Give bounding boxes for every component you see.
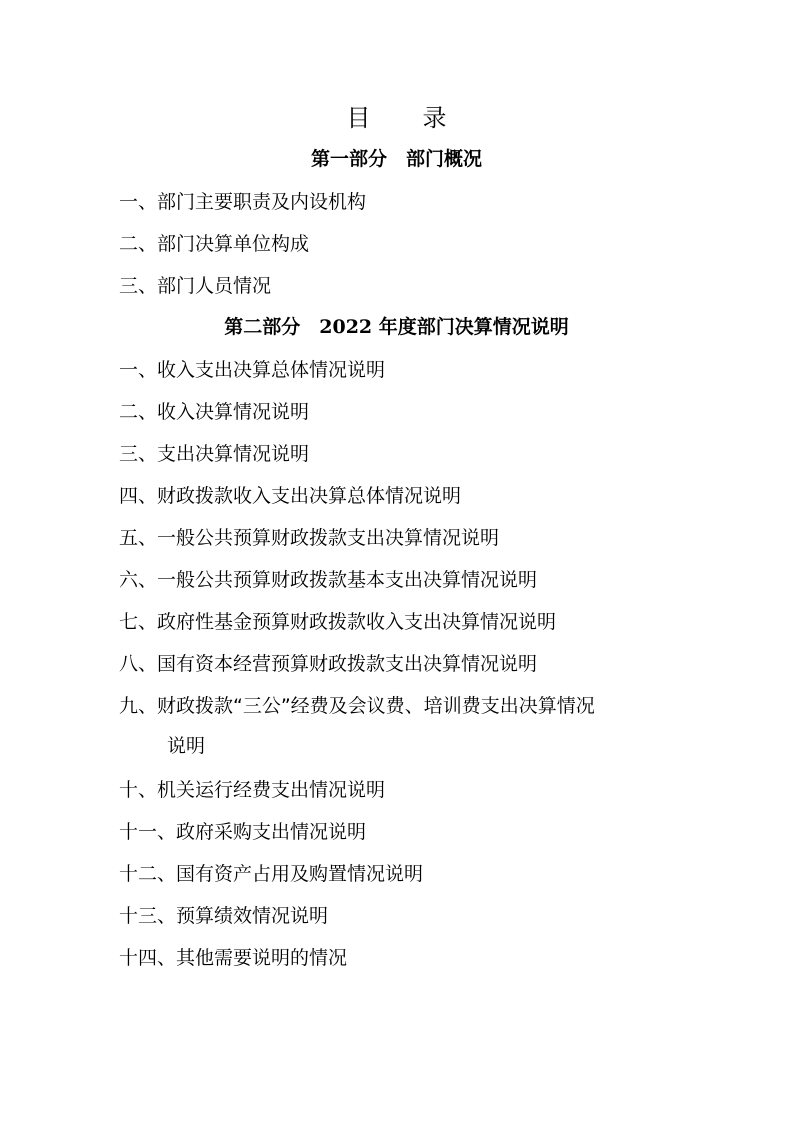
toc-entry-2-12[interactable]: 十二、国有资产占用及购置情况说明 <box>119 863 424 885</box>
toc-entry-2-10[interactable]: 十、机关运行经费支出情况说明 <box>119 779 386 801</box>
toc-entry-2-13[interactable]: 十三、预算绩效情况说明 <box>119 905 329 927</box>
part-two-heading: 第二部分 2022 年度部门决算情况说明 <box>224 316 569 338</box>
toc-entry-1-2[interactable]: 二、部门决算单位构成 <box>119 233 310 255</box>
toc-entry-2-9[interactable] <box>119 686 689 766</box>
toc-entry-2-6[interactable]: 六、一般公共预算财政拨款基本支出决算情况说明 <box>119 569 538 591</box>
toc-entry-1-3[interactable]: 三、部门人员情况 <box>119 275 272 297</box>
toc-entry-2-2[interactable]: 二、收入决算情况说明 <box>119 401 310 423</box>
toc-entry-2-7[interactable]: 七、政府性基金预算财政拨款收入支出决算情况说明 <box>119 611 557 633</box>
toc-entry-2-3[interactable]: 三、支出决算情况说明 <box>119 443 310 465</box>
toc-entry-1-1[interactable]: 一、部门主要职责及内设机构 <box>119 191 367 213</box>
toc-entry-2-5[interactable]: 五、一般公共预算财政拨款支出决算情况说明 <box>119 527 500 549</box>
toc-entry-2-11[interactable]: 十一、政府采购支出情况说明 <box>119 821 367 843</box>
toc-entry-2-14[interactable]: 十四、其他需要说明的情况 <box>119 947 348 969</box>
toc-entry-2-4[interactable]: 四、财政拨款收入支出决算总体情况说明 <box>119 485 462 507</box>
toc-entry-2-8[interactable]: 八、国有资本经营预算财政拨款支出决算情况说明 <box>119 653 538 675</box>
part-one-heading: 第一部分 部门概况 <box>310 148 482 170</box>
toc-title: 目 录 <box>346 104 461 132</box>
toc-entry-2-1[interactable]: 一、收入支出决算总体情况说明 <box>119 359 386 381</box>
toc-entry-2-9-text: 九、财政拨款“三公”经费及会议费、培训费支出决算情况 <box>119 695 595 717</box>
toc-entry-2-9-continuation: 说明 <box>167 735 206 757</box>
